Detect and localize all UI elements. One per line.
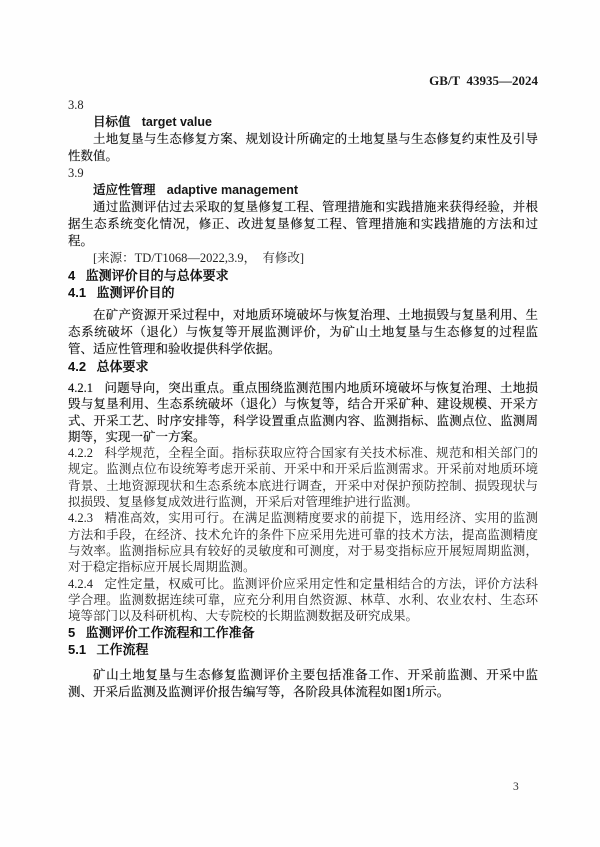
clause-text: 科学规范，全程全面。指标获取应符合国家有关技术标准、规范和相关部门的规定。监测点位布设统筹考虑开采前、开采中和开采后监测需求。开采前对地质环境背景、土地资源现状和生态系统本底进行调查，开采中对保护预防控制、损毁现状与拟损毁、复垦修复成效进行监测，开采后对管理维护进行监测。: [68, 446, 538, 510]
term-title-line: [68, 114, 538, 131]
clause-4-2-1: [68, 380, 538, 445]
term-section-3-8: [68, 97, 538, 165]
clause-text: 精准高效，实用可行。在满足监测精度要求的前提下，选用经济、实用的监测方法和手段，在经济、技术允许的条件下应采用先进可靠的技术方法，提高监测精度与效率。监测指标应具有较好的灵敏度和可测度，对于易变指标应开展短周期监测，对于稳定指标应开展长周期监测。: [68, 511, 538, 575]
term-title-line: [68, 182, 538, 199]
section-4-2-heading: [68, 358, 538, 375]
clause-text: 问题导向，突出重点。重点围绕监测范围内地质环境破坏与恢复治理、土地损毁与复垦利用、生态系统破坏（退化）与恢复等，结合开采矿种、建设规模、开采方式、开采工艺、时序安排等，科学设置重点监测内容、监测指标、监测点位、监测周期等，实现一矿一方案。: [68, 381, 538, 444]
term-name-zh: 目标值: [93, 115, 131, 129]
term-number: 3.9: [68, 166, 84, 180]
chapter-title: 监测评价目的与总体要求: [85, 268, 229, 283]
term-definition: 通过监测评估过去采取的复垦修复工程、管理措施和实践措施来获得经验，并根据生态系统变化情况，修正、改进复垦修复工程、管理措施和实践措施的方法和过程。: [68, 200, 538, 248]
section-4-1-heading: [68, 284, 538, 301]
term-name-en: target value: [141, 115, 212, 129]
clause-number: 4.2.4: [68, 576, 93, 591]
clause-4-2-3: [68, 510, 538, 575]
section-number: 4.2: [68, 359, 87, 374]
source-note: [来源：TD/T1068—2022,3.9， 有修改]: [93, 251, 305, 265]
section-title: 总体要求: [96, 359, 149, 374]
term-number: 3.8: [68, 98, 84, 112]
term-name-en: adaptive management: [166, 183, 299, 197]
section-title: 监测评价目的: [96, 285, 175, 300]
chapter-title: 监测评价工作流程和工作准备: [85, 625, 255, 641]
section-4-1-paragraph: 在矿产资源开采过程中，对地质环境破坏与恢复治理、土地损毁与复垦利用、生态系统破坏（退化）与恢复等开展监测评价，为矿山土地复垦与生态修复的过程监管、适应性管理和验收提供科学依据。: [68, 308, 538, 356]
clause-4-2-2: [68, 445, 538, 510]
chapter-number: 4: [68, 268, 76, 283]
clause-number: 4.2.2: [68, 446, 93, 461]
section-title: 工作流程: [96, 642, 149, 658]
chapter-5-heading: [68, 624, 538, 641]
standard-code-header: GB/T 43935—2024: [429, 73, 538, 88]
chapter-number: 5: [68, 625, 76, 641]
clause-number: 4.2.1: [68, 381, 93, 395]
clause-text: 定性定量，权威可比。监测评价应采用定性和定量相结合的方法，评价方法科学合理。监测数据连续可靠，应充分利用自然资源、林草、水利、农业农村、生态环境等部门以及科研机构、大专院校的长期监测数据及研究成果。: [68, 576, 538, 624]
term-section-3-9: [68, 165, 538, 267]
clause-number: 4.2.3: [68, 511, 93, 526]
section-5-1-paragraph: 矿山土地复垦与生态修复监测评价主要包括准备工作、开采前监测、开采中监测、开采后监测及监测评价报告编写等，各阶段具体流程如图1所示。: [68, 668, 538, 700]
section-number: 5.1: [68, 642, 87, 658]
term-name-zh: 适应性管理: [93, 183, 156, 197]
term-definition: 土地复垦与生态修复方案、规划设计所确定的土地复垦与生态修复约束性及引导性数值。: [68, 132, 538, 163]
clause-list: [68, 380, 538, 624]
page-number: 3: [513, 781, 519, 793]
chapter-4-heading: [68, 267, 538, 284]
clause-4-2-4: [68, 576, 538, 625]
page-content: [68, 0, 538, 701]
section-number: 4.1: [68, 285, 87, 300]
section-5-1-heading: [68, 641, 538, 658]
